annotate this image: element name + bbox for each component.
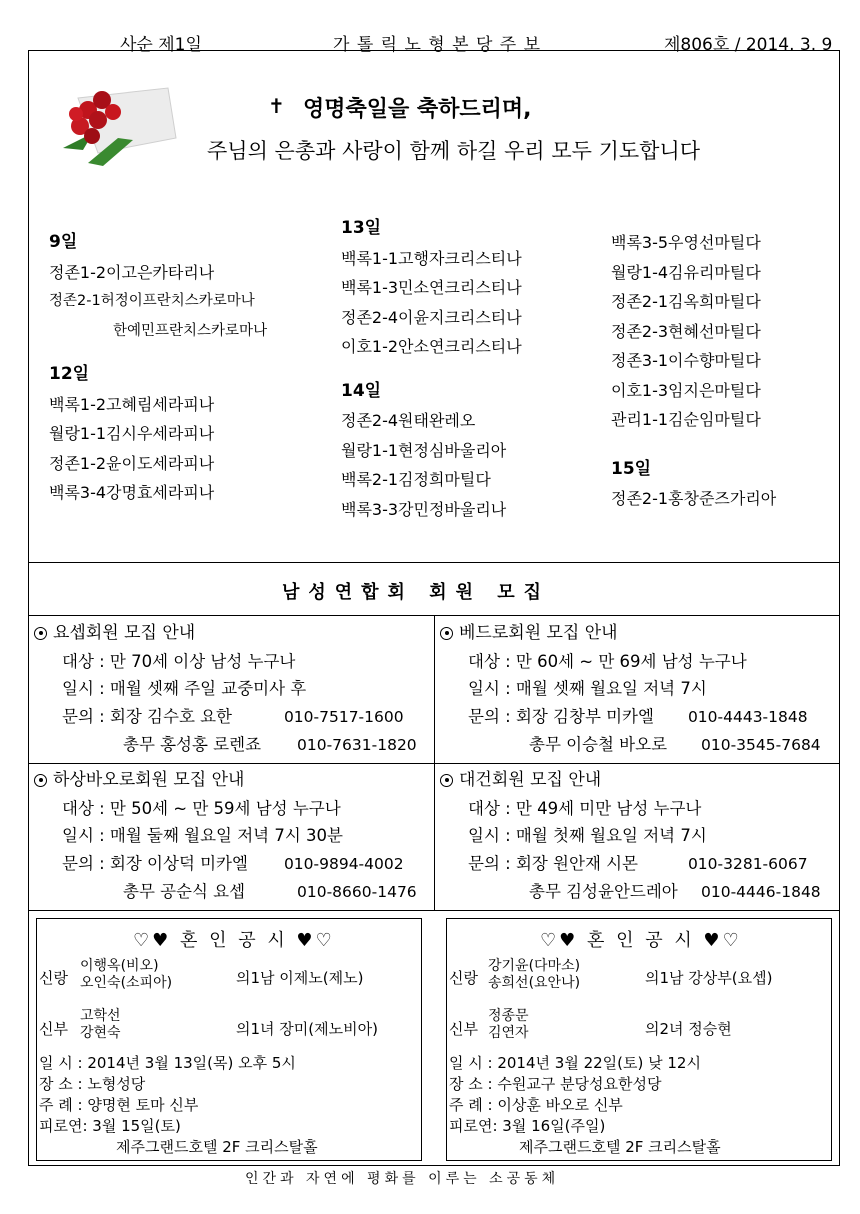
box-title: 하상바오로회원 모집 안내 — [53, 770, 245, 790]
list-item: 관리1-1김순임마틸다 — [611, 410, 761, 429]
list-item: 백록3-3강민정바울리나 — [341, 499, 507, 519]
list-item: 정존2-1허정이프란치스카로마나 — [49, 293, 255, 309]
contact-phone: 010-4443-1848 — [687, 707, 808, 726]
bride-mother: 강현숙 — [80, 1025, 121, 1041]
list-item: 월랑1-1김시우세라피나 — [49, 424, 215, 443]
wedding-reception-place: 제주그랜드호텔 2F 크리스탈홀 — [116, 1138, 318, 1156]
groom-name: 의1남 강상부(요셉) — [645, 969, 773, 987]
time-line: 일시 : 매월 둘째 월요일 저녁 7시 30분 — [62, 826, 343, 845]
bullet-circle-icon — [440, 774, 453, 787]
feast-cross-icon: ✝ — [268, 94, 285, 118]
groom-label: 신랑 — [39, 969, 68, 987]
contact-name: 회장 김창부 미카엘 — [515, 706, 654, 726]
recruit-box-daegun — [440, 767, 821, 907]
feast-column-2 — [341, 214, 522, 524]
list-item: 월랑1-4김유리마틸다 — [611, 262, 761, 282]
wedding-title: ♡♥ 혼 인 공 시 ♥♡ — [540, 930, 742, 951]
bullet-circle-icon — [34, 774, 47, 787]
groom-mother: 송희선(요안나) — [488, 975, 581, 991]
groom-parents — [488, 958, 580, 992]
bride-label: 신부 — [449, 1020, 478, 1038]
wedding-reception: 피로연: 3월 16일(주일) — [449, 1117, 606, 1135]
list-item: 백록1-2고혜림세라피나 — [49, 394, 215, 414]
recruit-box-peter — [440, 620, 821, 760]
bride-label: 신부 — [39, 1020, 68, 1038]
bullet-circle-icon — [34, 627, 47, 640]
feast-title: 영명축일을 축하드리며, — [303, 97, 532, 122]
flower-bouquet-image — [58, 78, 180, 168]
contact-phone: 010-3545-7684 — [701, 736, 821, 754]
contact-phone: 010-4446-1848 — [701, 883, 821, 901]
list-item: 정존2-4이윤지크리스티나 — [341, 307, 522, 327]
recruit-box-hasang-paul — [34, 767, 417, 907]
time-line: 일시 : 매월 셋째 주일 교중미사 후 — [62, 679, 307, 698]
contact-name: 회장 원안재 시몬 — [515, 853, 639, 873]
list-item: 백록3-4강명효세라피나 — [49, 483, 215, 502]
bride-mother: 김연자 — [488, 1025, 529, 1041]
day-heading: 12일 — [49, 364, 90, 384]
contact-label: 문의 : — [468, 853, 516, 873]
divider-line — [28, 763, 840, 764]
list-item: 백록1-3민소연크리스티나 — [341, 278, 522, 297]
wedding-officiant: 주 례 : 이상훈 바오로 신부 — [449, 1096, 623, 1114]
box-title: 요셉회원 모집 안내 — [53, 623, 196, 643]
header-issue: 제806호 / 2014. 3. 9 — [664, 35, 833, 55]
wedding-date: 일 시 : 2014년 3월 22일(토) 낮 12시 — [449, 1054, 701, 1072]
list-item: 정존2-1홍창준즈가리아 — [611, 489, 777, 508]
list-item: 정존1-2윤이도세라피나 — [49, 453, 215, 473]
divider-line — [28, 910, 840, 911]
list-item: 정존2-4원태완레오 — [341, 411, 476, 430]
list-item: 정존2-1김옥희마틸다 — [611, 292, 761, 311]
contact-label: 문의 : — [62, 706, 110, 726]
list-item: 정존2-3현혜선마틸다 — [611, 321, 761, 341]
contact-phone: 010-7631-1820 — [297, 736, 417, 754]
feast-column-3 — [611, 228, 776, 514]
list-item: 백록3-5우영선마틸다 — [611, 233, 761, 252]
bride-name: 의1녀 장미(제노비아) — [236, 1020, 378, 1038]
bride-parents — [80, 1008, 121, 1042]
box-title: 베드로회원 모집 안내 — [459, 623, 618, 643]
list-item: 정존1-2이고은카타리나 — [49, 262, 215, 282]
target-line: 대상 : 만 49세 미만 남성 누구나 — [468, 798, 702, 818]
recruit-box-joseph — [34, 620, 417, 760]
wedding-date: 일 시 : 2014년 3월 13일(목) 오후 5시 — [39, 1054, 296, 1072]
bride-father: 정종문 — [488, 1008, 529, 1024]
wedding-details — [449, 1053, 721, 1158]
time-line: 일시 : 매월 첫째 월요일 저녁 7시 — [468, 826, 707, 845]
bullet-circle-icon — [440, 627, 453, 640]
header-title: 가 톨 릭 노 형 본 당 주 보 — [333, 35, 542, 55]
groom-name: 의1남 이제노(제노) — [236, 969, 364, 987]
contact-name: 회장 김수호 요한 — [109, 706, 233, 726]
groom-father: 강기윤(다마소) — [488, 958, 581, 974]
groom-mother: 오인숙(소피아) — [80, 975, 173, 991]
time-line: 일시 : 매월 셋째 월요일 저녁 7시 — [468, 679, 707, 698]
day-heading: 9일 — [49, 232, 78, 252]
list-item: 백록2-1김정희마틸다 — [341, 470, 491, 489]
groom-label: 신랑 — [449, 969, 478, 987]
day-heading: 13일 — [341, 218, 382, 238]
footer-motto: 인간과 자연에 평화를 이루는 소공동체 — [245, 1171, 560, 1187]
list-item: 한예민프란치스카로마나 — [113, 322, 268, 339]
contact-name: 총무 이승철 바오로 — [529, 735, 668, 754]
contact-label: 문의 : — [468, 706, 516, 726]
box-title: 대건회원 모집 안내 — [459, 770, 602, 790]
list-item: 이호1-3임지은마틸다 — [611, 380, 761, 400]
wedding-officiant: 주 례 : 양명현 토마 신부 — [39, 1096, 199, 1114]
list-item: 월랑1-1현정심바울리아 — [341, 440, 507, 460]
recruit-section-title: 남성연합회 회원 모집 — [282, 582, 551, 603]
feast-column-1 — [49, 228, 267, 508]
day-heading: 14일 — [341, 380, 382, 401]
wedding-reception-place: 제주그랜드호텔 2F 크리스탈홀 — [519, 1138, 721, 1156]
list-item: 정존3-1이수향마틸다 — [611, 351, 761, 370]
contact-label: 문의 : — [62, 853, 110, 873]
contact-phone: 010-8660-1476 — [297, 883, 417, 901]
contact-phone: 010-3281-6067 — [687, 854, 808, 873]
wedding-reception: 피로연: 3월 15일(토) — [39, 1117, 181, 1135]
groom-father: 이행옥(비오) — [80, 958, 159, 974]
list-item: 백록1-1고행자크리스티나 — [341, 248, 522, 268]
target-line: 대상 : 만 50세 ~ 만 59세 남성 누구나 — [62, 798, 341, 818]
contact-name: 총무 홍성홍 로렌죠 — [123, 735, 262, 754]
contact-phone: 010-7517-1600 — [283, 707, 404, 726]
wedding-title: ♡♥ 혼 인 공 시 ♥♡ — [133, 930, 335, 951]
list-item: 이호1-2안소연크리스티나 — [341, 337, 522, 356]
wedding-place: 장 소 : 수원교구 분당성요한성당 — [449, 1075, 662, 1093]
contact-name: 총무 김성윤안드레아 — [529, 882, 678, 901]
wedding-place: 장 소 : 노형성당 — [39, 1075, 146, 1093]
divider-line — [28, 562, 840, 563]
day-heading: 15일 — [611, 458, 652, 479]
target-line: 대상 : 만 60세 ~ 만 69세 남성 누구나 — [468, 651, 747, 671]
feast-subtitle: 주님의 은총과 사랑이 함께 하길 우리 모두 기도합니다 — [207, 139, 701, 163]
bride-name: 의2녀 정승현 — [645, 1020, 732, 1038]
contact-name: 총무 공순식 요셉 — [123, 882, 246, 901]
wedding-details — [39, 1053, 318, 1158]
contact-name: 회장 이상덕 미카엘 — [109, 853, 248, 873]
groom-parents — [80, 958, 172, 992]
contact-phone: 010-9894-4002 — [283, 854, 404, 873]
target-line: 대상 : 만 70세 이상 남성 누구나 — [62, 651, 296, 671]
bride-father: 고학선 — [80, 1008, 121, 1024]
header-season: 사순 제1일 — [120, 35, 202, 55]
bride-parents — [488, 1008, 529, 1042]
